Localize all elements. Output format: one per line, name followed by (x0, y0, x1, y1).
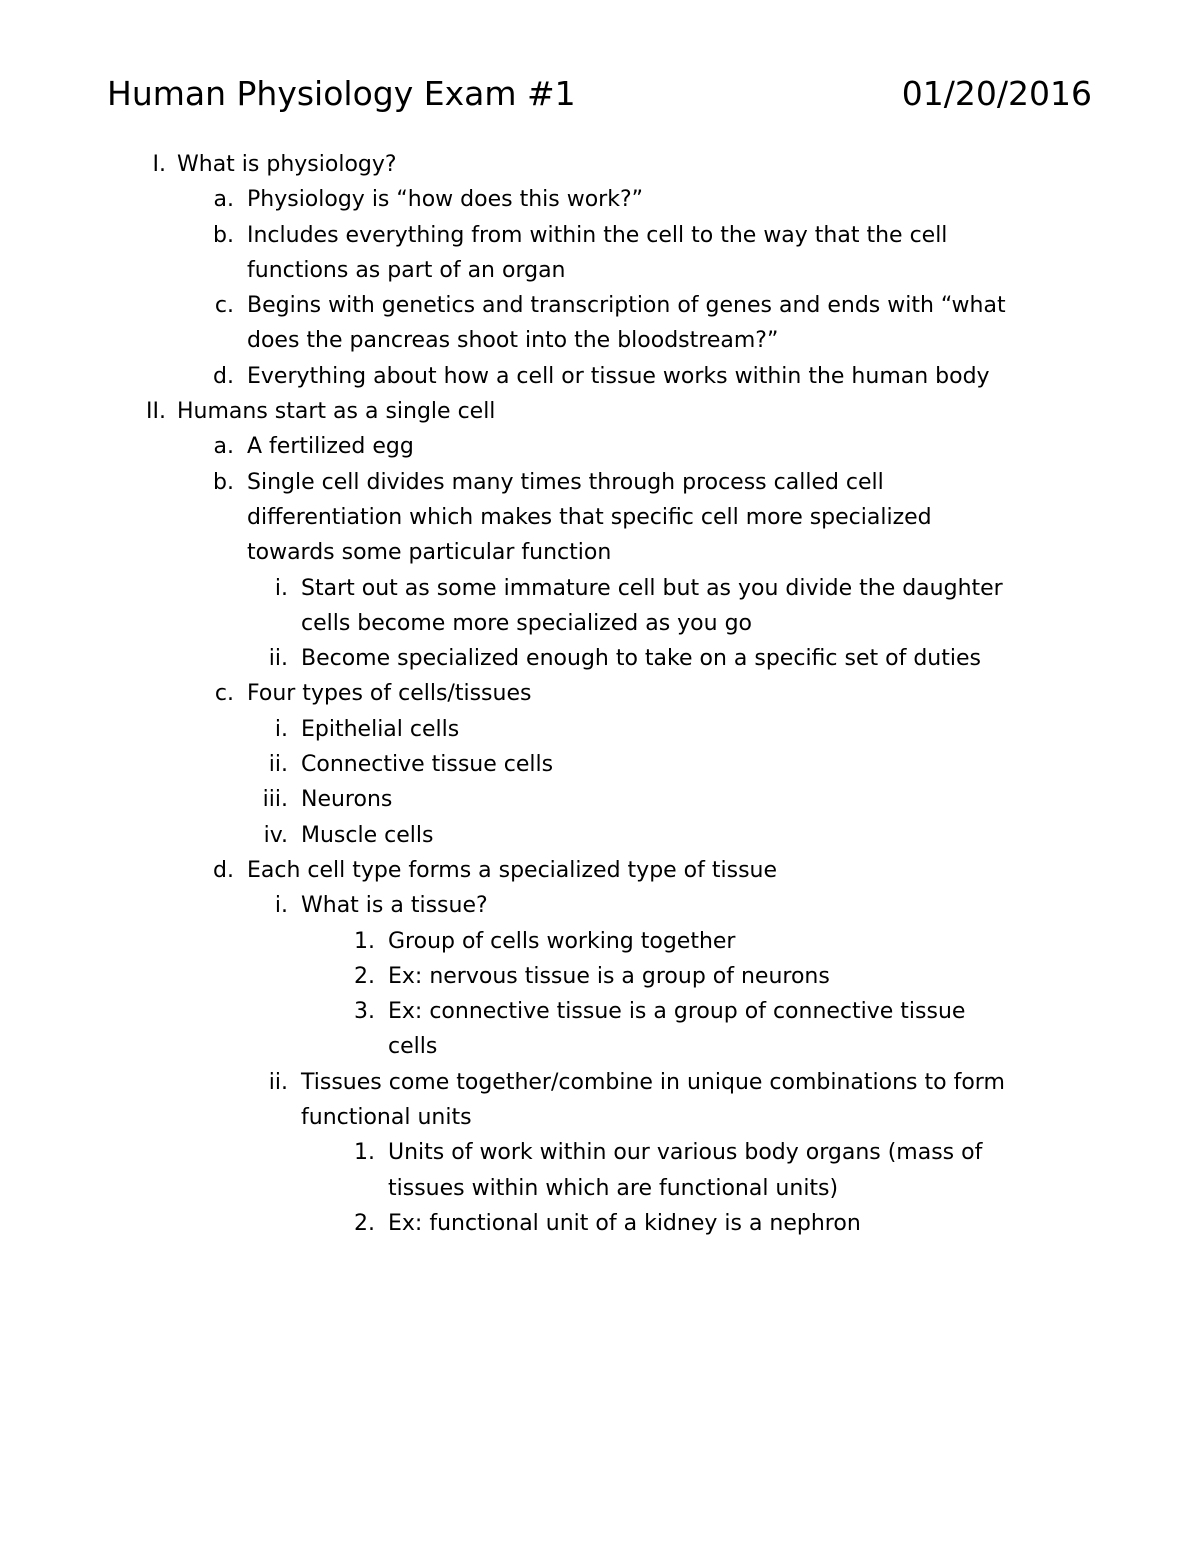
outline-item (0, 853, 1200, 888)
document-title: Human Physiology Exam #1 (107, 74, 576, 113)
outline-text: What is physiology? (177, 152, 397, 177)
outline-text: Four types of cells/tissues (247, 681, 532, 707)
outline-item (0, 394, 1200, 429)
outline-line (0, 359, 1200, 394)
outline-text: A fertilized egg (247, 434, 414, 460)
document-date: 01/20/2016 (901, 74, 1092, 113)
outline-line (0, 676, 1200, 711)
outline-text: Ex: connective tissue is a group of connective tissue (388, 999, 966, 1025)
outline-text: Tissues come together/combine in unique combinations to form (301, 1069, 1005, 1095)
outline-line (0, 1171, 1200, 1206)
outline-text: Physiology is “how does this work?” (247, 187, 644, 213)
outline-item (0, 218, 1200, 289)
outline-marker: 2. (354, 1210, 375, 1236)
outline-text: Everything about how a cell or tissue works within the human body (247, 363, 990, 389)
outline-text: Become specialized enough to take on a specific set of duties (301, 646, 981, 672)
outline-line (0, 924, 1200, 959)
outline-text: towards some particular function (247, 540, 612, 566)
outline-line (0, 1029, 1200, 1064)
outline-text: Muscle cells (301, 822, 434, 848)
outline-item (0, 465, 1200, 571)
outline-item (0, 959, 1200, 994)
outline-item (0, 747, 1200, 782)
outline-text: Single cell divides many times through process called cell (247, 469, 884, 495)
outline-item (0, 571, 1200, 642)
outline-text: Ex: functional unit of a kidney is a nephron (388, 1210, 861, 1236)
outline-text: Each cell type forms a specialized type of tissue (247, 857, 778, 883)
outline-marker: 1. (354, 1140, 375, 1166)
outline-text: functions as part of an organ (247, 257, 566, 283)
outline-line (0, 394, 1200, 429)
outline-marker: 1. (354, 928, 375, 954)
outline-line (0, 818, 1200, 853)
outline-item (0, 429, 1200, 464)
outline-marker: i. (274, 575, 288, 601)
outline-text: Includes everything from within the cell to the way that the cell (247, 222, 948, 248)
outline-marker: ii. (268, 752, 288, 778)
outline-text: differentiation which makes that specific cell more specialized (247, 504, 932, 530)
outline-text: tissues within which are functional units) (388, 1175, 839, 1201)
outline-marker: ii. (268, 1069, 288, 1095)
outline-marker: b. (213, 222, 234, 248)
outline-item (0, 782, 1200, 817)
outline-line (0, 147, 1200, 182)
outline-line (0, 571, 1200, 606)
outline-text: Connective tissue cells (301, 752, 554, 778)
outline-line (0, 747, 1200, 782)
outline-line (0, 1100, 1200, 1135)
outline-marker: I. (152, 152, 166, 177)
outline-marker: 2. (354, 963, 375, 989)
outline-line (0, 606, 1200, 641)
outline-item (0, 1065, 1200, 1136)
outline-text: Humans start as a single cell (177, 399, 496, 425)
outline-text: Begins with genetics and transcription of genes and ends with “what (247, 293, 1006, 319)
outline-text: Neurons (301, 787, 393, 813)
outline-line (0, 288, 1200, 323)
outline-item (0, 359, 1200, 394)
outline-marker: ii. (268, 646, 288, 672)
outline-item (0, 288, 1200, 359)
outline-item (0, 1206, 1200, 1241)
outline-text: Group of cells working together (388, 928, 736, 954)
notes-outline (0, 147, 1200, 1241)
outline-line (0, 1065, 1200, 1100)
outline-marker: c. (214, 293, 234, 319)
outline-item (0, 147, 1200, 182)
outline-line (0, 712, 1200, 747)
outline-line (0, 888, 1200, 923)
outline-line (0, 782, 1200, 817)
outline-item (0, 182, 1200, 217)
outline-text: Ex: nervous tissue is a group of neurons (388, 963, 830, 989)
outline-marker: a. (213, 187, 234, 213)
outline-line (0, 218, 1200, 253)
outline-line (0, 853, 1200, 888)
outline-marker: i. (274, 716, 288, 742)
outline-line (0, 500, 1200, 535)
outline-text: Units of work within our various body organs (mass of (388, 1140, 983, 1166)
outline-marker: 3. (354, 999, 375, 1025)
outline-marker: d. (213, 857, 234, 883)
outline-text: Epithelial cells (301, 716, 460, 742)
outline-line (0, 323, 1200, 358)
outline-line (0, 959, 1200, 994)
outline-marker: b. (213, 469, 234, 495)
outline-line (0, 641, 1200, 676)
outline-marker: d. (213, 363, 234, 389)
outline-line (0, 429, 1200, 464)
outline-line (0, 1135, 1200, 1170)
outline-marker: a. (213, 434, 234, 460)
outline-text: cells become more specialized as you go (301, 610, 752, 636)
outline-item (0, 924, 1200, 959)
outline-item (0, 818, 1200, 853)
outline-item (0, 888, 1200, 923)
outline-line (0, 182, 1200, 217)
outline-item (0, 641, 1200, 676)
outline-marker: iv. (263, 822, 288, 848)
outline-line (0, 994, 1200, 1029)
outline-item (0, 1135, 1200, 1206)
outline-marker: i. (274, 893, 288, 919)
outline-text: Start out as some immature cell but as you divide the daughter (301, 575, 1003, 601)
outline-text: cells (388, 1034, 438, 1060)
outline-line (0, 253, 1200, 288)
outline-item (0, 712, 1200, 747)
outline-marker: II. (146, 399, 166, 425)
outline-text: functional units (301, 1105, 472, 1131)
outline-marker: iii. (262, 787, 288, 813)
outline-line (0, 1206, 1200, 1241)
outline-item (0, 994, 1200, 1065)
outline-line (0, 465, 1200, 500)
outline-text: What is a tissue? (301, 893, 488, 919)
outline-item (0, 676, 1200, 711)
outline-marker: c. (214, 681, 234, 707)
outline-line (0, 535, 1200, 570)
outline-text: does the pancreas shoot into the bloodstream?” (247, 328, 779, 354)
